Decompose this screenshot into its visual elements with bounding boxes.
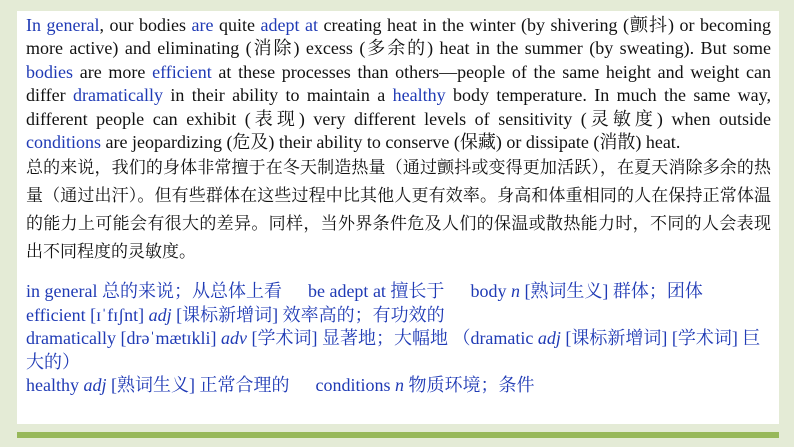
vocab-pos: adj xyxy=(148,304,172,325)
vocab-def: 擅长于 xyxy=(385,281,445,302)
vocab-pos: n xyxy=(395,375,404,396)
vocab-word-dramatically: dramatically xyxy=(26,328,116,349)
vocab-word-conditions: conditions xyxy=(315,375,391,396)
passage-text: body temperature. In much the same way, different people can exhibit (表现) very different levels of sensitivity (灵敏度) when outside xyxy=(26,85,771,129)
chinese-translation: 总的来说，我们的身体非常擅于在冬天制造热量（通过颤抖或变得更加活跃），在夏天消除多余的热量（通过出汗）。但有些群体在这些过程中比其他人更有效率。身高和体重相同的人在保持正常体温的能力上可能会有很大的差异。同样，当外界条件危及人们的保温或散热能力时，不同的人会表现出不同程度的灵敏度。 xyxy=(26,158,771,263)
vocab-def: 物质环境；条件 xyxy=(404,375,535,396)
vocab-line-2 xyxy=(26,304,771,328)
passage-text: , our bodies xyxy=(99,15,192,35)
vocab-phonetic: [drəˈmætɪkli] xyxy=(115,328,221,349)
vocab-def: [课标新增词] 效率高的；有功效的 xyxy=(171,304,445,325)
passage-text: are more xyxy=(73,61,153,82)
english-passage xyxy=(26,14,771,154)
highlight-adept-at: adept at xyxy=(260,15,318,35)
passage-text: are jeopardizing (危及) their ability to conserve (保藏) or dissipate (消散) heat. xyxy=(101,132,681,153)
vocab-pos: n xyxy=(510,281,520,302)
vocab-word-efficient: efficient xyxy=(26,304,86,325)
passage-text: creating heat in the winter (by shivering (颤抖) or becoming more active) and eliminating (消除) excess (多余的) heat in the summer (by sweating). But some xyxy=(26,15,771,59)
vocab-word-healthy: healthy xyxy=(26,375,79,396)
highlight-healthy: healthy xyxy=(392,85,446,106)
vocab-word-in-general: in general xyxy=(26,281,98,302)
vocab-line-3 xyxy=(26,327,771,374)
vocab-def: [课标新增词] [学术词] 巨大的） xyxy=(26,328,761,372)
passage-text: in their ability to maintain a xyxy=(163,85,393,106)
vocab-def: 总的来说；从总体上看 xyxy=(97,281,282,302)
highlight-bodies: bodies xyxy=(26,61,73,82)
highlight-dramatically: dramatically xyxy=(73,85,163,106)
vocab-def: [熟词生义] 正常合理的 xyxy=(106,375,290,396)
passage-text: quite xyxy=(213,15,261,35)
vocab-def: [学术词] 显著地；大幅地 （dramatic xyxy=(246,328,538,349)
vocab-line-1 xyxy=(26,280,771,304)
highlight-are: are xyxy=(191,15,214,35)
vocab-pos: adj xyxy=(83,375,107,396)
vocabulary-list xyxy=(26,280,771,398)
vocab-def: [熟词生义] 群体；团体 xyxy=(519,281,703,302)
vocab-line-4 xyxy=(26,374,771,398)
bottom-accent-bar xyxy=(17,432,779,438)
passage-text: at these processes than others—people of the same height and weight can differ xyxy=(26,61,771,106)
highlight-conditions: conditions xyxy=(26,132,101,153)
highlight-in-general: In general xyxy=(26,15,100,35)
content-card xyxy=(17,11,779,424)
vocab-pos: adj xyxy=(537,328,561,349)
vocab-word-be-adept-at: be adept at xyxy=(307,281,386,302)
vocab-word-body: body xyxy=(470,281,507,302)
vocab-pos: adv xyxy=(220,328,247,349)
vocab-phonetic: [ɪˈfɪʃnt] xyxy=(85,304,149,325)
highlight-efficient: efficient xyxy=(152,61,212,82)
